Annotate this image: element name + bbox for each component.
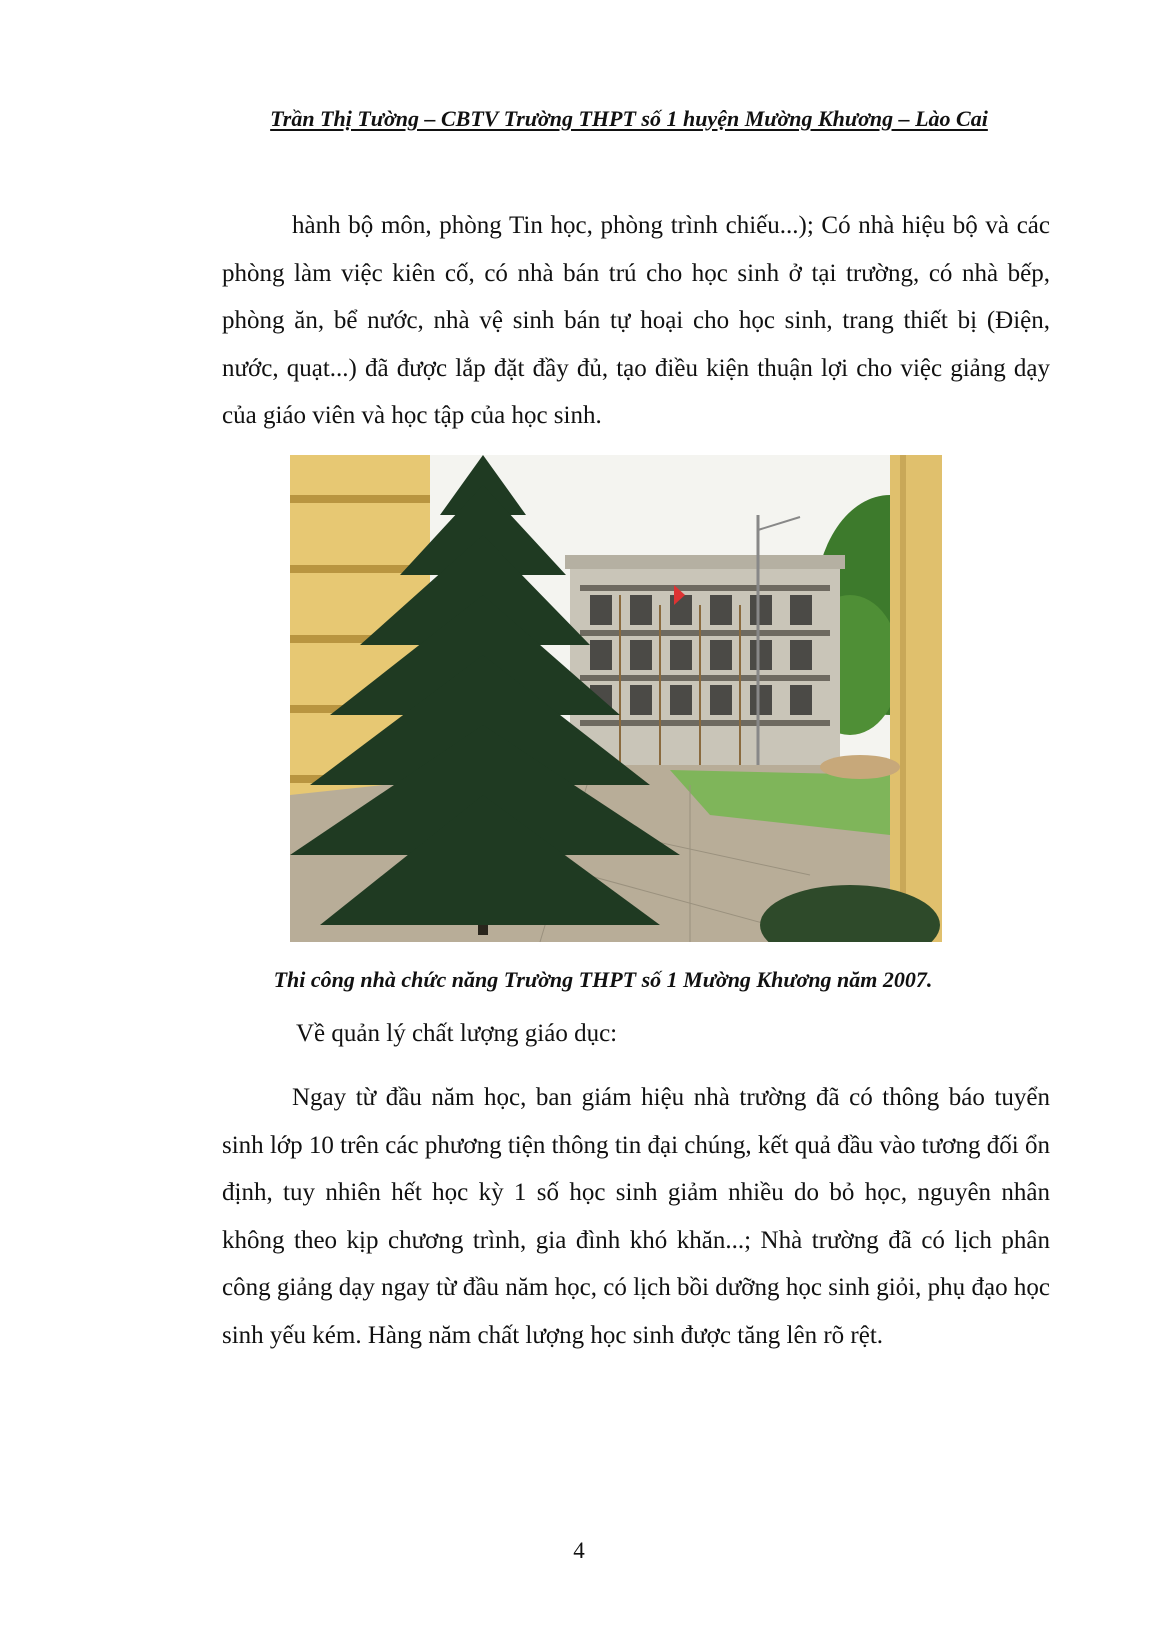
figure-caption: Thi công nhà chức năng Trường THPT số 1 Mường Khương năm 2007. — [273, 967, 933, 992]
school-construction-photo — [290, 455, 942, 942]
page-number: 4 — [573, 1538, 585, 1563]
paragraph-facilities: hành bộ môn, phòng Tin học, phòng trình chiếu...); Có nhà hiệu bộ và các phòng làm việc kiên cố, có nhà bán trú cho học sinh ở tại trường, có nhà bếp, phòng ăn, bể nước, nhà vệ sinh bán tự hoại cho học sinh, trang thiết bị (Điện, nước, quạt...) đã được lắp đặt đầy đủ, tạo điều kiện thuận lợi cho việc giảng dạy của giáo viên và học tập của học sinh. — [222, 212, 1050, 429]
header-text: Trần Thị Tường – CBTV Trường THPT số 1 huyện Mường Khương – Lào Cai — [270, 106, 988, 131]
section-subheading: Về quản lý chất lượng giáo dục: — [296, 1020, 618, 1047]
paragraph-quality-management: Ngay từ đầu năm học, ban giám hiệu nhà trường đã có thông báo tuyển sinh lớp 10 trên các phương tiện thông tin đại chúng, kết quả đầu vào tương đối ổn định, tuy nhiên hết học kỳ 1 số học sinh giảm nhiều do bỏ học, nguyên nhân không theo kịp chương trình, gia đình khó khăn...; Nhà trường đã có lịch phân công giảng dạy ngay từ đầu năm học, có lịch bồi dưỡng học sinh giỏi, phụ đạo học sinh yếu kém. Hàng năm chất lượng học sinh được tăng lên rõ rệt. — [222, 1084, 1050, 1349]
page-header — [0, 106, 1158, 132]
